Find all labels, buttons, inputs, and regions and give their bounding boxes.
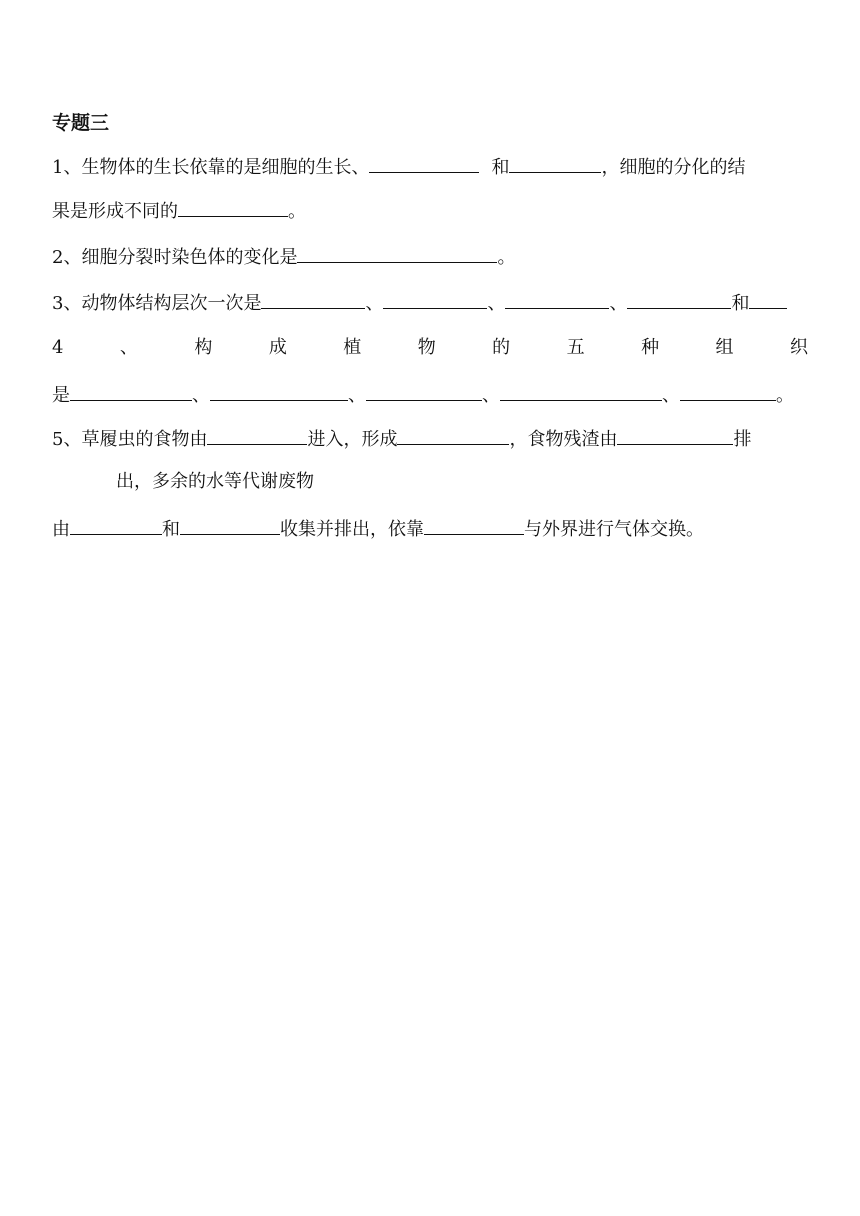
- q3-sep-3: 、: [609, 293, 628, 314]
- q4-char: 4: [52, 337, 64, 358]
- q4-text-a: 是: [52, 385, 70, 406]
- q4-char: 组: [715, 337, 734, 358]
- q4-char: 成: [268, 337, 287, 358]
- q5-blank-5[interactable]: [180, 514, 280, 535]
- q5-text-a: 5、草履虫的食物由: [52, 429, 208, 450]
- q4-blank-5[interactable]: [680, 380, 776, 401]
- question-5-line-3: [52, 514, 808, 542]
- q4-sep-3: 、: [482, 385, 500, 406]
- q4-sep-2: 、: [348, 385, 366, 406]
- q5-text-e: 出，多余的水等代谢废物: [116, 471, 314, 492]
- q5-text-d: 排: [733, 429, 752, 450]
- q4-sep-4: 、: [662, 385, 680, 406]
- q1-blank-1[interactable]: [369, 152, 479, 173]
- question-5-line-2: [116, 468, 860, 496]
- question-5-line-1: [52, 424, 808, 452]
- question-3-line: [52, 288, 808, 316]
- q5-blank-2[interactable]: [397, 424, 509, 445]
- q4-char: 构: [194, 337, 213, 358]
- q5-text-i: 与外界进行气体交换。: [524, 519, 704, 540]
- q4-char: 五: [566, 337, 585, 358]
- q4-char: 织: [789, 337, 808, 358]
- question-4-line-2: [52, 380, 808, 408]
- q4-char: 、: [119, 337, 138, 358]
- q5-text-g: 和: [162, 519, 180, 540]
- q4-blank-2[interactable]: [210, 380, 348, 401]
- q1-blank-3[interactable]: [178, 196, 288, 217]
- question-1-line-1: [52, 152, 808, 180]
- q5-blank-4[interactable]: [70, 514, 162, 535]
- q4-end: 。: [776, 385, 794, 406]
- q3-blank-2[interactable]: [383, 288, 487, 309]
- q5-blank-1[interactable]: [207, 424, 307, 445]
- q3-text-a: 3、动物体结构层次一次是: [52, 293, 262, 314]
- q5-text-h: 收集并排出，依靠: [280, 519, 424, 540]
- q4-char: 植: [343, 337, 362, 358]
- q2-text-b: 。: [497, 247, 516, 268]
- q3-sep-2: 、: [487, 293, 506, 314]
- q1-blank-2[interactable]: [509, 152, 601, 173]
- q5-text-c: ，食物残渣由: [509, 429, 618, 450]
- question-2-line: [52, 242, 808, 270]
- q1-text-a: 1、生物体的生长依靠的是细胞的生长、: [52, 157, 370, 178]
- q1-text-c: ，细胞的分化的结: [601, 157, 746, 178]
- q3-and: 和: [731, 293, 750, 314]
- q1-text-d: 果是形成不同的: [52, 201, 178, 222]
- question-4-line-1: [52, 334, 808, 362]
- q1-text-b: 和: [491, 157, 510, 178]
- q5-text-b: 进入，形成: [307, 429, 398, 450]
- q2-text-a: 2、细胞分裂时染色体的变化是: [52, 247, 298, 268]
- q4-char: 的: [492, 337, 511, 358]
- question-1-line-2: [52, 196, 808, 224]
- q4-char: 物: [417, 337, 436, 358]
- q5-blank-3[interactable]: [617, 424, 733, 445]
- q4-blank-1[interactable]: [70, 380, 192, 401]
- page-title: 专题三: [52, 112, 110, 134]
- q4-blank-3[interactable]: [366, 380, 482, 401]
- q3-blank-4[interactable]: [627, 288, 731, 309]
- q2-blank-1[interactable]: [297, 242, 497, 263]
- q4-char: 种: [641, 337, 660, 358]
- q5-blank-6[interactable]: [424, 514, 524, 535]
- q5-text-f: 由: [52, 519, 70, 540]
- q3-sep-1: 、: [365, 293, 384, 314]
- q3-blank-3[interactable]: [505, 288, 609, 309]
- q3-blank-1[interactable]: [261, 288, 365, 309]
- q1-text-e: 。: [288, 201, 306, 222]
- q4-sep-1: 、: [192, 385, 210, 406]
- q3-blank-5[interactable]: [749, 288, 787, 309]
- q4-blank-4[interactable]: [500, 380, 662, 401]
